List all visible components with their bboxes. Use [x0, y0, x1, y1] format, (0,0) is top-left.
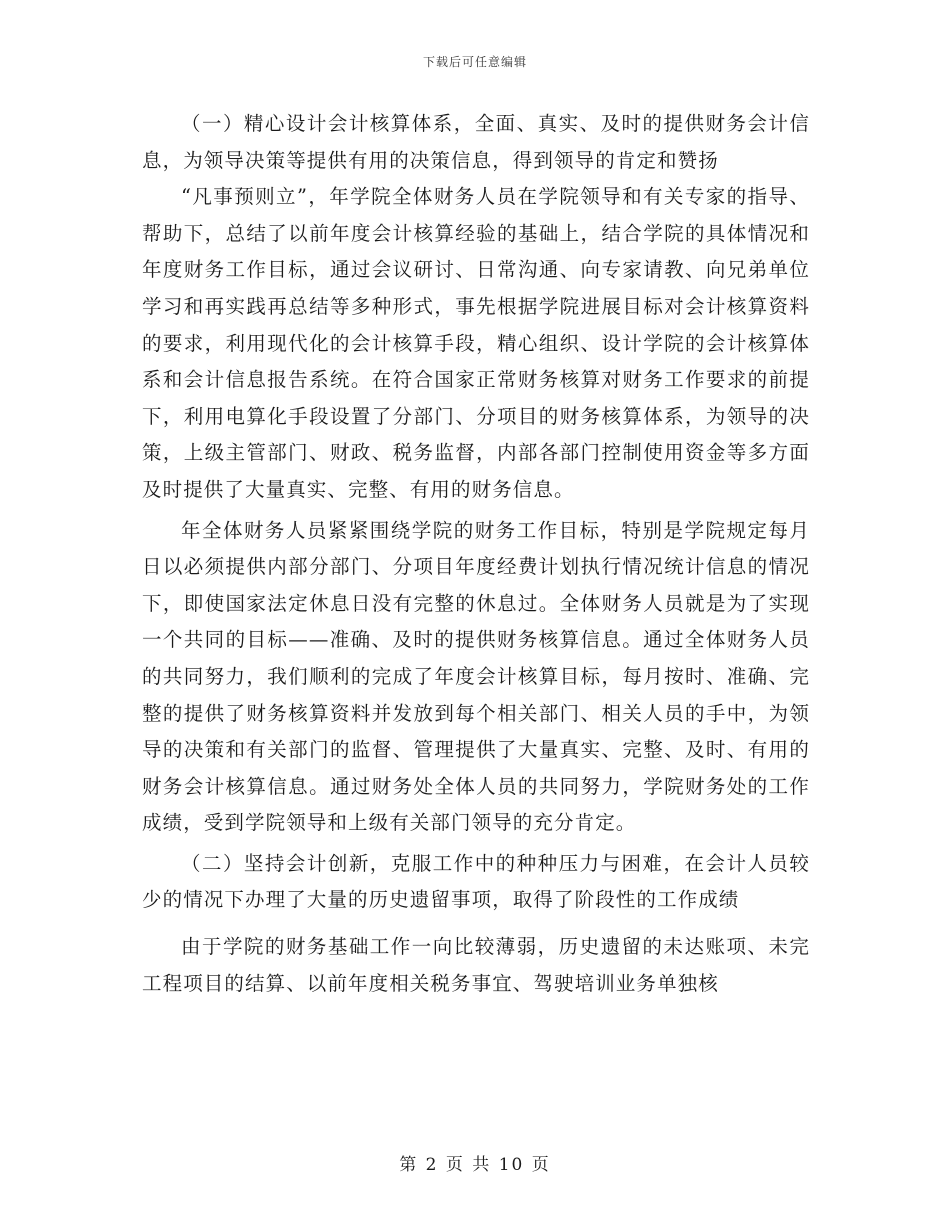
- body-paragraph: 由于学院的财务基础工作一向比较薄弱，历史遗留的未达账项、未完工程项目的结算、以前年度相关税务事宜、驾驶培训业务单独核: [142, 935, 810, 995]
- document-body: [142, 106, 810, 1002]
- section-heading-1: （一）精心设计会计核算体系，全面、真实、及时的提供财务会计信息，为领导决策等提供有用的决策信息，得到领导的肯定和赞扬: [142, 112, 810, 172]
- body-paragraph: 年全体财务人员紧紧围绕学院的财务工作目标，特别是学院规定每月日以必须提供内部分部门、分项目年度经费计划执行情况统计信息的情况下，即使国家法定休息日没有完整的休息过。全体财务人员就是为了实现一个共同的目标——准确、及时的提供财务核算信息。通过全体财务人员的共同努力，我们顺利的完成了年度会计核算目标，每月按时、准确、完整的提供了财务核算资料并发放到每个相关部门、相关人员的手中，为领导的决策和有关部门的监督、管理提供了大量真实、完整、及时、有用的财务会计核算信息。通过财务处全体人员的共同努力，学院财务处的工作成绩，受到学院领导和上级有关部门领导的充分肯定。: [142, 518, 810, 835]
- page-header: 下载后可任意编辑: [422, 55, 527, 69]
- section-heading-2: （二）坚持会计创新，克服工作中的种种压力与困难，在会计人员较少的情况下办理了大量的历史遗留事项，取得了阶段性的工作成绩: [142, 851, 810, 912]
- body-paragraph: “凡事预则立”，年学院全体财务人员在学院领导和有关专家的指导、帮助下，总结了以前年度会计核算经验的基础上，结合学院的具体情况和年度财务工作目标，通过会议研讨、日常沟通、向专家请教、向兄弟单位学习和再实践再总结等多种形式，事先根据学院进展目标对会计核算资料的要求，利用现代化的会计核算手段，精心组织、设计学院的会计核算体系和会计信息报告系统。在符合国家正常财务核算对财务工作要求的前提下，利用电算化手段设置了分部门、分项目的财务核算体系，为领导的决策，上级主管部门、财政、税务监督，内部各部门控制使用资金等多方面及时提供了大量真实、完整、有用的财务信息。: [142, 185, 810, 501]
- page-number: 第 2 页 共 10 页: [399, 1155, 551, 1175]
